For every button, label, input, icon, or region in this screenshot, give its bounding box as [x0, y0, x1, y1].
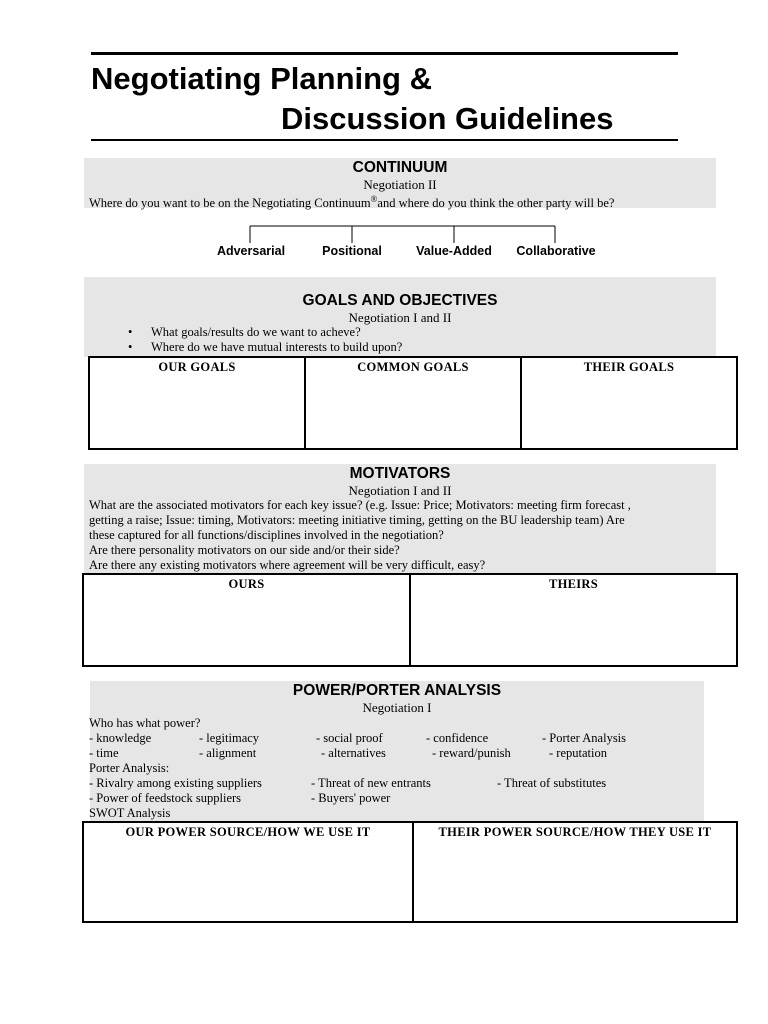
motivators-line-1: What are the associated motivators for each key issue? (e.g. Issue: Price; Motivators: meeting firm forecast , — [89, 498, 631, 512]
goals-heading: GOALS AND OBJECTIVES — [302, 292, 498, 309]
power-item-reputation: - reputation — [549, 746, 607, 760]
continuum-question-part1: Where do you want to be on the Negotiating Continuum — [89, 196, 371, 211]
goals-bullet-2-text: Where do we have mutual interests to build upon? — [151, 340, 403, 354]
porter-item-buyers: - Buyers' power — [311, 791, 391, 805]
swot-analysis: SWOT Analysis — [89, 806, 171, 820]
our-power-source-cell[interactable]: OUR POWER SOURCE/HOW WE USE IT — [125, 825, 371, 839]
power-item-porter-analysis: - Porter Analysis — [542, 731, 627, 745]
power-item-reward-punish: - reward/punish — [432, 746, 511, 760]
page-title-line2: Discussion Guidelines — [281, 101, 614, 136]
goals-bullet-2 — [128, 340, 402, 355]
goals-bullet-1 — [128, 325, 361, 340]
motivators-table — [82, 573, 738, 667]
power-subtitle: Negotiation I — [362, 700, 432, 715]
continuum-scale — [0, 0, 768, 250]
power-item-alternatives: - alternatives — [321, 746, 386, 760]
continuum-heading: CONTINUUM — [352, 159, 448, 176]
power-intro: Who has what power? — [89, 716, 201, 730]
power-item-legitimacy: - legitimacy — [199, 731, 260, 745]
our-goals-cell[interactable]: OUR GOALS — [158, 360, 236, 374]
registered-mark: ® — [370, 194, 378, 204]
common-goals-cell[interactable]: COMMON GOALS — [304, 358, 520, 448]
motivators-line-4: Are there personality motivators on our side and/or their side? — [89, 543, 400, 557]
bullet-dot: • — [128, 340, 133, 354]
goals-subtitle: Negotiation I and II — [348, 310, 452, 325]
motivators-section — [84, 464, 716, 574]
porter-item-rivalry: - Rivalry among existing suppliers — [89, 776, 262, 790]
porter-item-new-entrants: - Threat of new entrants — [311, 776, 431, 790]
goals-table — [88, 356, 738, 450]
motivators-line-2: getting a raise; Issue: timing, Motivators: meeting initiative timing, getting on the BU leadership team) Are — [89, 513, 625, 527]
porter-item-substitutes: - Threat of substitutes — [497, 776, 607, 790]
power-table — [82, 821, 738, 923]
theirs-cell[interactable]: THEIRS — [409, 575, 736, 665]
continuum-question-part2: and where do you think the other party will be? — [377, 196, 615, 211]
motivators-line-5: Are there any existing motivators where agreement will be very difficult, easy? — [89, 558, 486, 572]
power-item-alignment: - alignment — [199, 746, 257, 760]
power-item-confidence: - confidence — [426, 731, 489, 745]
porter-item-feedstock: - Power of feedstock suppliers — [89, 791, 242, 805]
page-title-line1: Negotiating Planning & — [91, 61, 432, 96]
porter-label: Porter Analysis: — [89, 761, 170, 775]
motivators-subtitle: Negotiation I and II — [348, 483, 452, 498]
power-item-social-proof: - social proof — [316, 731, 383, 745]
ours-cell[interactable]: OURS — [228, 577, 265, 591]
power-heading: POWER/PORTER ANALYSIS — [292, 682, 502, 699]
continuum-label-value-added: Value-Added — [416, 244, 492, 258]
goals-bullet-1-text: What goals/results do we want to acheve? — [151, 325, 361, 339]
goals-section — [84, 277, 716, 357]
continuum-label-positional: Positional — [322, 244, 382, 258]
motivators-heading: MOTIVATORS — [349, 465, 451, 482]
continuum-subtitle: Negotiation II — [363, 177, 437, 192]
power-item-time: - time — [89, 746, 119, 760]
bullet-dot: • — [128, 325, 133, 339]
power-item-knowledge: - knowledge — [89, 731, 152, 745]
their-goals-cell[interactable]: THEIR GOALS — [520, 358, 736, 448]
their-power-source-cell[interactable]: THEIR POWER SOURCE/HOW THEY USE IT — [412, 823, 736, 921]
continuum-label-collaborative: Collaborative — [516, 244, 596, 258]
motivators-line-3: these captured for all functions/disciplines involved in the negotiation? — [89, 528, 444, 542]
continuum-label-adversarial: Adversarial — [216, 244, 286, 258]
